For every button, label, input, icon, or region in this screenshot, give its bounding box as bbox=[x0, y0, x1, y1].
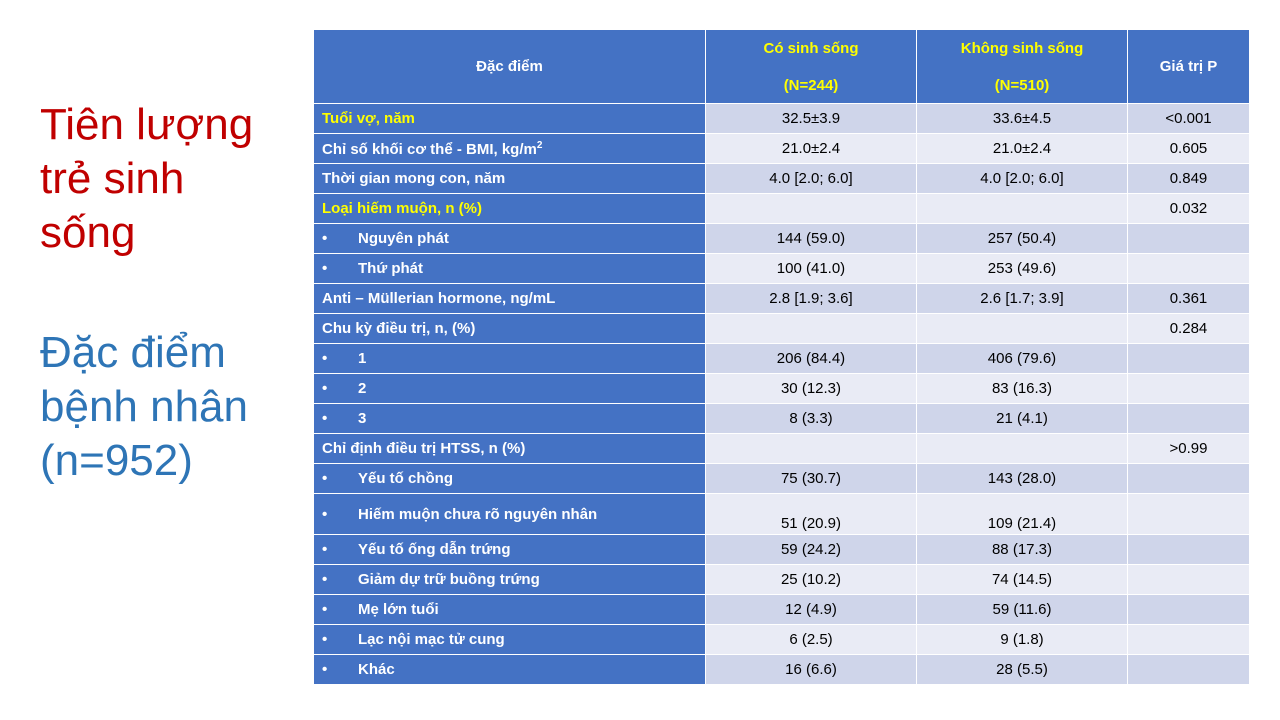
header-no-live-birth bbox=[917, 30, 1128, 104]
cell-live-birth: 4.0 [2.0; 6.0] bbox=[706, 164, 917, 194]
bullet-icon: • bbox=[322, 350, 328, 367]
row-label-text: Giảm dự trữ buồng trứng bbox=[358, 571, 540, 588]
cell-p-value bbox=[1128, 595, 1250, 625]
header-p-value: Giá trị P bbox=[1128, 30, 1250, 104]
cell-no-live-birth: 59 (11.6) bbox=[917, 595, 1128, 625]
row-label bbox=[314, 595, 706, 625]
cell-no-live-birth bbox=[917, 194, 1128, 224]
cell-p-value bbox=[1128, 404, 1250, 434]
bullet-icon: • bbox=[322, 661, 328, 678]
cell-live-birth: 206 (84.4) bbox=[706, 344, 917, 374]
table-row bbox=[314, 134, 1250, 164]
cell-p-value bbox=[1128, 374, 1250, 404]
row-label-text: Thứ phát bbox=[358, 260, 424, 277]
cell-no-live-birth: 2.6 [1.7; 3.9] bbox=[917, 284, 1128, 314]
row-label-text: 2 bbox=[358, 380, 367, 397]
table-row bbox=[314, 224, 1250, 254]
row-label-text: Hiếm muộn chưa rõ nguyên nhân bbox=[358, 505, 598, 523]
row-label-text: Tuổi vợ, năm bbox=[322, 110, 415, 127]
bullet-icon: • bbox=[322, 505, 328, 523]
table-row bbox=[314, 565, 1250, 595]
cell-p-value bbox=[1128, 494, 1250, 535]
cell-p-value: 0.849 bbox=[1128, 164, 1250, 194]
table-row bbox=[314, 344, 1250, 374]
cell-live-birth: 30 (12.3) bbox=[706, 374, 917, 404]
table-row bbox=[314, 625, 1250, 655]
cell-no-live-birth: 9 (1.8) bbox=[917, 625, 1128, 655]
cell-p-value: 0.605 bbox=[1128, 134, 1250, 164]
row-label-text: Yếu tố ống dẫn trứng bbox=[358, 541, 511, 558]
header-feature: Đặc điểm bbox=[314, 30, 706, 104]
cell-live-birth: 6 (2.5) bbox=[706, 625, 917, 655]
subtitle-line: (n=952) bbox=[40, 436, 193, 485]
cell-no-live-birth: 21.0±2.4 bbox=[917, 134, 1128, 164]
header-no-live-birth-n: (N=510) bbox=[994, 76, 1050, 94]
cell-no-live-birth: 28 (5.5) bbox=[917, 655, 1128, 685]
cell-no-live-birth: 253 (49.6) bbox=[917, 254, 1128, 284]
subtitle-line: bệnh nhân bbox=[40, 382, 248, 431]
cell-no-live-birth: 257 (50.4) bbox=[917, 224, 1128, 254]
cell-no-live-birth: 4.0 [2.0; 6.0] bbox=[917, 164, 1128, 194]
table-header-row bbox=[314, 30, 1250, 104]
cell-p-value bbox=[1128, 535, 1250, 565]
row-label bbox=[314, 344, 706, 374]
cell-p-value: 0.032 bbox=[1128, 194, 1250, 224]
cell-live-birth: 21.0±2.4 bbox=[706, 134, 917, 164]
cell-no-live-birth: 143 (28.0) bbox=[917, 464, 1128, 494]
table-row bbox=[314, 535, 1250, 565]
table-row bbox=[314, 655, 1250, 685]
row-label bbox=[314, 464, 706, 494]
cell-live-birth: 12 (4.9) bbox=[706, 595, 917, 625]
cell-live-birth: 59 (24.2) bbox=[706, 535, 917, 565]
cell-live-birth bbox=[706, 194, 917, 224]
table-row bbox=[314, 314, 1250, 344]
cell-live-birth: 16 (6.6) bbox=[706, 655, 917, 685]
cell-live-birth: 2.8 [1.9; 3.6] bbox=[706, 284, 917, 314]
cell-live-birth: 32.5±3.9 bbox=[706, 104, 917, 134]
table-row bbox=[314, 164, 1250, 194]
row-label bbox=[314, 625, 706, 655]
row-label bbox=[314, 655, 706, 685]
cell-live-birth: 25 (10.2) bbox=[706, 565, 917, 595]
cell-p-value: >0.99 bbox=[1128, 434, 1250, 464]
row-label bbox=[314, 434, 706, 464]
bullet-icon: • bbox=[322, 260, 328, 277]
subtitle-line: Đặc điểm bbox=[40, 328, 226, 377]
row-label bbox=[314, 535, 706, 565]
header-live-birth-n: (N=244) bbox=[783, 76, 839, 94]
row-label bbox=[314, 404, 706, 434]
bullet-icon: • bbox=[322, 631, 328, 648]
bullet-icon: • bbox=[322, 571, 328, 588]
row-label-text: Anti – Müllerian hormone, ng/mL bbox=[322, 290, 556, 307]
cell-p-value bbox=[1128, 655, 1250, 685]
slide-subtitle bbox=[40, 326, 300, 488]
cell-no-live-birth: 21 (4.1) bbox=[917, 404, 1128, 434]
row-label bbox=[314, 284, 706, 314]
row-label bbox=[314, 494, 706, 535]
cell-live-birth bbox=[706, 434, 917, 464]
cell-p-value bbox=[1128, 464, 1250, 494]
cell-no-live-birth: 74 (14.5) bbox=[917, 565, 1128, 595]
cell-live-birth: 51 (20.9) bbox=[706, 494, 917, 535]
header-no-live-birth-label: Không sinh sống bbox=[960, 39, 1084, 57]
row-label bbox=[314, 314, 706, 344]
row-label-text: Lạc nội mạc tử cung bbox=[358, 631, 505, 648]
row-label bbox=[314, 254, 706, 284]
row-label-superscript: 2 bbox=[536, 139, 543, 151]
cell-no-live-birth: 406 (79.6) bbox=[917, 344, 1128, 374]
table-row bbox=[314, 254, 1250, 284]
cell-no-live-birth: 88 (17.3) bbox=[917, 535, 1128, 565]
cell-p-value bbox=[1128, 565, 1250, 595]
cell-live-birth bbox=[706, 314, 917, 344]
cell-p-value bbox=[1128, 224, 1250, 254]
cell-live-birth: 75 (30.7) bbox=[706, 464, 917, 494]
row-label-text: Thời gian mong con, năm bbox=[322, 170, 506, 187]
row-label-text: 3 bbox=[358, 410, 367, 427]
bullet-icon: • bbox=[322, 601, 328, 618]
cell-no-live-birth bbox=[917, 434, 1128, 464]
row-label-text: Nguyên phát bbox=[358, 230, 449, 247]
cell-p-value: 0.361 bbox=[1128, 284, 1250, 314]
row-label bbox=[314, 374, 706, 404]
title-line: Tiên lượng bbox=[40, 100, 254, 149]
table-row bbox=[314, 284, 1250, 314]
bullet-icon: • bbox=[322, 470, 328, 487]
table-row bbox=[314, 404, 1250, 434]
table-row bbox=[314, 194, 1250, 224]
cell-no-live-birth bbox=[917, 314, 1128, 344]
cell-p-value bbox=[1128, 344, 1250, 374]
bullet-icon: • bbox=[322, 410, 328, 427]
table-row bbox=[314, 595, 1250, 625]
row-label-text: Yếu tố chồng bbox=[358, 470, 453, 487]
table-row bbox=[314, 494, 1250, 535]
row-label-text: Chỉ số khối cơ thể - BMI, kg/m bbox=[322, 140, 537, 158]
table-row bbox=[314, 434, 1250, 464]
cell-p-value bbox=[1128, 254, 1250, 284]
row-label bbox=[314, 194, 706, 224]
row-label-text: Chu kỳ điều trị, n, (%) bbox=[322, 320, 476, 337]
title-line: trẻ sinh bbox=[40, 154, 185, 203]
title-line: sống bbox=[40, 208, 136, 257]
table-row bbox=[314, 464, 1250, 494]
header-live-birth-label: Có sinh sống bbox=[763, 39, 859, 57]
row-label bbox=[314, 164, 706, 194]
slide-title bbox=[40, 98, 300, 260]
bullet-icon: • bbox=[322, 380, 328, 397]
cell-p-value: <0.001 bbox=[1128, 104, 1250, 134]
cell-p-value bbox=[1128, 625, 1250, 655]
cell-live-birth: 144 (59.0) bbox=[706, 224, 917, 254]
table-row bbox=[314, 104, 1250, 134]
cell-no-live-birth: 83 (16.3) bbox=[917, 374, 1128, 404]
header-live-birth bbox=[706, 30, 917, 104]
row-label-text: Mẹ lớn tuổi bbox=[358, 601, 439, 618]
bullet-icon: • bbox=[322, 230, 328, 247]
row-label bbox=[314, 104, 706, 134]
row-label-text: Khác bbox=[358, 661, 395, 678]
patient-characteristics-table bbox=[313, 29, 1250, 685]
row-label bbox=[314, 134, 706, 164]
row-label-text: Loại hiếm muộn, n (%) bbox=[322, 200, 482, 217]
table-row bbox=[314, 374, 1250, 404]
row-label bbox=[314, 224, 706, 254]
cell-p-value: 0.284 bbox=[1128, 314, 1250, 344]
cell-live-birth: 8 (3.3) bbox=[706, 404, 917, 434]
row-label-text: Chỉ định điều trị HTSS, n (%) bbox=[322, 440, 526, 457]
cell-no-live-birth: 109 (21.4) bbox=[917, 494, 1128, 535]
row-label-text: 1 bbox=[358, 350, 367, 367]
cell-live-birth: 100 (41.0) bbox=[706, 254, 917, 284]
row-label bbox=[314, 565, 706, 595]
bullet-icon: • bbox=[322, 541, 328, 558]
cell-no-live-birth: 33.6±4.5 bbox=[917, 104, 1128, 134]
